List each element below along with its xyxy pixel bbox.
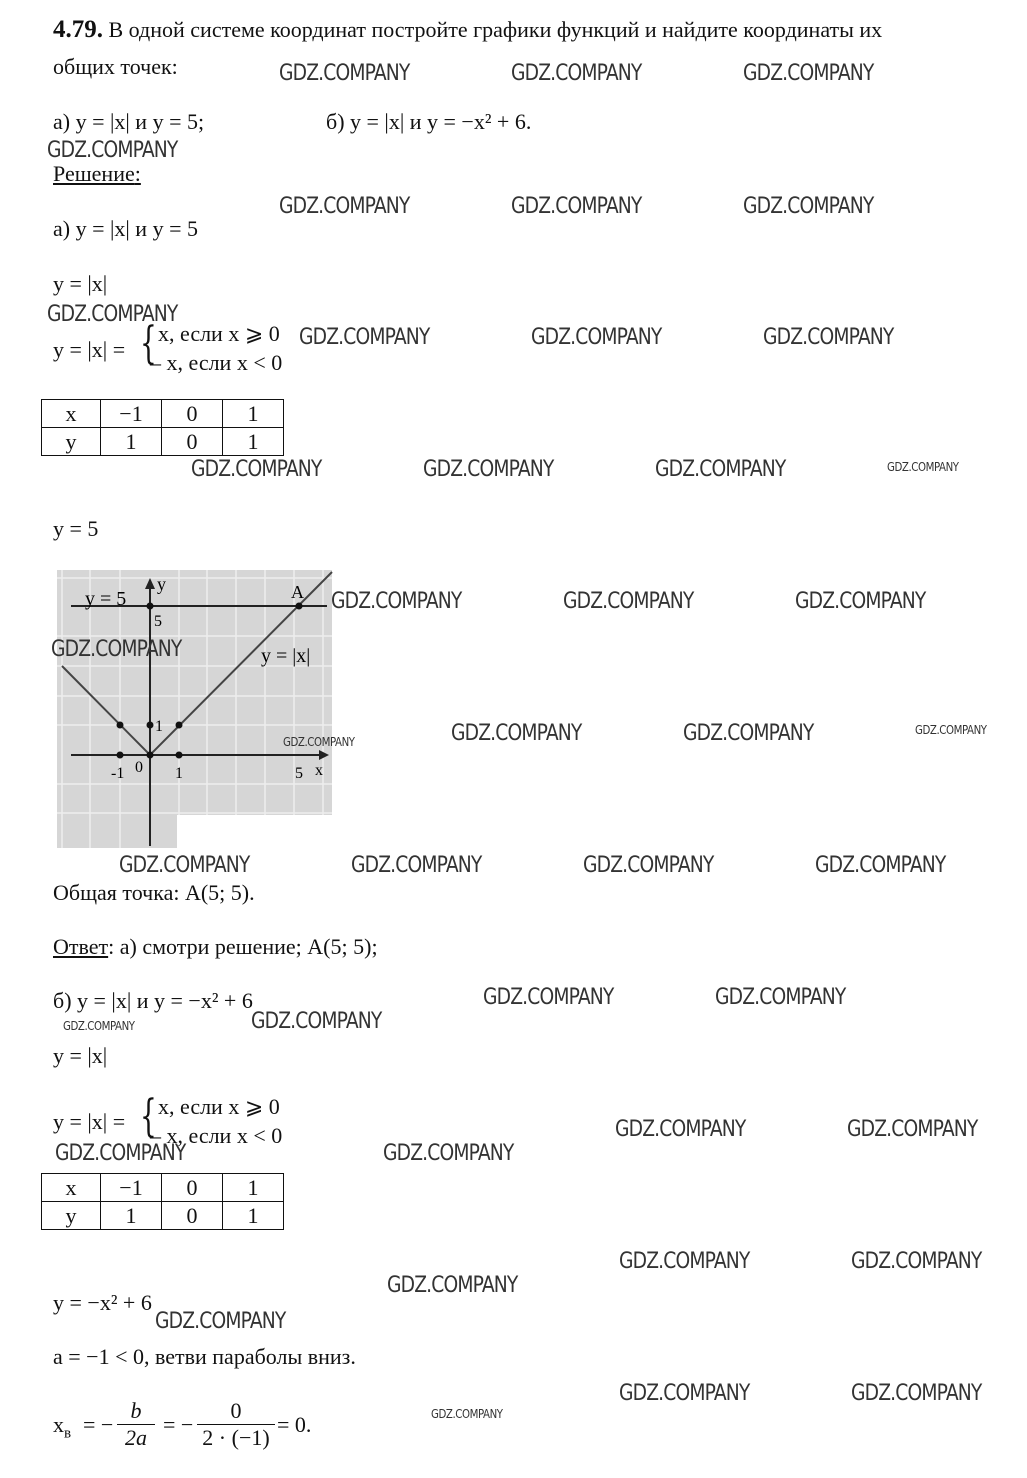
- watermark: GDZ.COMPANY: [155, 1309, 286, 1334]
- watermark: GDZ.COMPANY: [279, 194, 410, 219]
- watermark: GDZ.COMPANY: [119, 853, 250, 878]
- problem-text: В одной системе координат постройте графики функций и найдите координаты их: [108, 17, 883, 42]
- watermark: GDZ.COMPANY: [387, 1273, 518, 1298]
- graph-corner-mask: [177, 815, 347, 850]
- fraction-denominator: 2 · (−1): [197, 1424, 275, 1451]
- part-a-value-table: [41, 399, 284, 456]
- part-a-case2: – x, если x < 0: [150, 350, 283, 375]
- table-row: [42, 1202, 284, 1230]
- watermark: GDZ.COMPANY: [351, 853, 482, 878]
- part-b-case1: x, если x ⩾ 0: [158, 1094, 280, 1119]
- part-a-case1: x, если x ⩾ 0: [158, 321, 280, 346]
- watermark: GDZ.COMPANY: [615, 1117, 746, 1142]
- watermark: GDZ.COMPANY: [511, 194, 642, 219]
- label-abs: y = |x|: [261, 645, 311, 667]
- watermark: GDZ.COMPANY: [847, 1117, 978, 1142]
- vertex-eq1: = −: [83, 1412, 114, 1437]
- part-b-func1: y = |x|: [53, 1043, 108, 1068]
- watermark: GDZ.COMPANY: [299, 325, 430, 350]
- part-b-piecewise-lhs: y = |x| =: [53, 1109, 126, 1134]
- part-a-piecewise-lhs: y = |x| =: [53, 337, 126, 362]
- table-cell: 0: [162, 1174, 223, 1202]
- table-cell: x: [42, 1174, 101, 1202]
- watermark: GDZ.COMPANY: [431, 1407, 503, 1421]
- table-cell: 0: [162, 428, 223, 456]
- point-A: [296, 603, 303, 610]
- watermark: GDZ.COMPANY: [383, 1141, 514, 1166]
- point-neg1-1: [117, 722, 124, 729]
- table-cell: 1: [101, 1202, 162, 1230]
- problem-statement-line2: общих точек:: [53, 54, 178, 79]
- part-a-brace: {: [140, 318, 157, 369]
- vertex-subscript: в: [64, 1425, 72, 1442]
- table-cell: 1: [223, 428, 284, 456]
- tick-label-1y: 1: [155, 718, 163, 735]
- watermark: GDZ.COMPANY: [51, 637, 182, 662]
- part-b-branches: a = −1 < 0, ветви параболы вниз.: [53, 1344, 356, 1369]
- part-a-heading: а) y = |x| и y = 5: [53, 216, 198, 241]
- part-b-brace: {: [140, 1091, 157, 1142]
- watermark: GDZ.COMPANY: [743, 61, 874, 86]
- watermark: GDZ.COMPANY: [47, 302, 178, 327]
- watermark: GDZ.COMPANY: [531, 325, 662, 350]
- part-b-func2: y = −x² + 6: [53, 1290, 152, 1315]
- point-y-5: [147, 603, 154, 610]
- table-cell: −1: [101, 400, 162, 428]
- vertex-eq2: = −: [163, 1412, 194, 1437]
- watermark: GDZ.COMPANY: [279, 61, 410, 86]
- problem-number: 4.79.: [53, 16, 103, 43]
- watermark: GDZ.COMPANY: [851, 1381, 982, 1406]
- label-axis-y: y: [157, 574, 166, 594]
- point-origin: [147, 752, 154, 759]
- watermark: GDZ.COMPANY: [683, 721, 814, 746]
- problem-part-b: б) y = |x| и y = −x² + 6.: [326, 109, 532, 134]
- point-1-1: [176, 722, 183, 729]
- vertex-x: x: [53, 1412, 64, 1437]
- fraction-numerator: 0: [230, 1398, 242, 1423]
- watermark: GDZ.COMPANY: [583, 853, 714, 878]
- point-y-1: [147, 722, 154, 729]
- tick-label-neg1: -1: [111, 765, 125, 782]
- tick-label-0: 0: [135, 759, 143, 776]
- vertex-formula: [53, 1412, 71, 1446]
- watermark: GDZ.COMPANY: [47, 138, 178, 163]
- part-b-heading: б) y = |x| и y = −x² + 6: [53, 988, 253, 1013]
- watermark: GDZ.COMPANY: [619, 1249, 750, 1274]
- problem-part-a: а) y = |x| и y = 5;: [53, 109, 205, 134]
- part-b-case2: – x, если x < 0: [150, 1123, 283, 1148]
- label-y5: y = 5: [85, 588, 127, 610]
- problem-statement-line1: [53, 17, 882, 43]
- watermark: GDZ.COMPANY: [423, 457, 554, 482]
- table-cell: y: [42, 1202, 101, 1230]
- solution-label-text: Решение: [53, 161, 135, 186]
- label-point-A: A: [291, 582, 304, 602]
- common-point: Общая точка: A(5; 5).: [53, 880, 255, 905]
- watermark: GDZ.COMPANY: [55, 1141, 186, 1166]
- fraction-denominator: 2a: [117, 1424, 155, 1451]
- fraction-b-over-2a: [117, 1398, 155, 1451]
- watermark: GDZ.COMPANY: [283, 735, 355, 749]
- watermark: GDZ.COMPANY: [483, 985, 614, 1010]
- solution-label: Решение:: [53, 161, 141, 186]
- table-cell: 1: [223, 400, 284, 428]
- vertex-result: = 0.: [277, 1412, 312, 1437]
- watermark: GDZ.COMPANY: [251, 1009, 382, 1034]
- table-cell: 1: [223, 1174, 284, 1202]
- label-axis-x: x: [315, 762, 323, 779]
- answer-line: [53, 934, 378, 960]
- watermark: GDZ.COMPANY: [63, 1019, 135, 1033]
- watermark: GDZ.COMPANY: [511, 61, 642, 86]
- watermark: GDZ.COMPANY: [451, 721, 582, 746]
- table-cell: 1: [101, 428, 162, 456]
- part-a-func1: y = |x|: [53, 271, 108, 296]
- table-cell: 1: [223, 1202, 284, 1230]
- watermark: GDZ.COMPANY: [715, 985, 846, 1010]
- table-cell: 0: [162, 400, 223, 428]
- table-cell: −1: [101, 1174, 162, 1202]
- table-row: [42, 400, 284, 428]
- watermark: GDZ.COMPANY: [619, 1381, 750, 1406]
- answer-text: : а) смотри решение; A(5; 5);: [108, 934, 378, 959]
- fraction-0-over-2neg1: [197, 1398, 275, 1451]
- point-x-1: [176, 752, 183, 759]
- tick-label-5x: 5: [295, 765, 303, 782]
- watermark: GDZ.COMPANY: [815, 853, 946, 878]
- tick-label-1x: 1: [175, 765, 183, 782]
- table-row: [42, 1174, 284, 1202]
- watermark: GDZ.COMPANY: [563, 589, 694, 614]
- part-a-func2: y = 5: [53, 516, 99, 541]
- watermark: GDZ.COMPANY: [763, 325, 894, 350]
- table-row: [42, 428, 284, 456]
- table-cell: y: [42, 428, 101, 456]
- watermark: GDZ.COMPANY: [191, 457, 322, 482]
- part-b-value-table: [41, 1173, 284, 1230]
- watermark: GDZ.COMPANY: [795, 589, 926, 614]
- table-cell: x: [42, 400, 101, 428]
- watermark: GDZ.COMPANY: [887, 460, 959, 474]
- tick-label-5y: 5: [154, 613, 162, 630]
- table-cell: 0: [162, 1202, 223, 1230]
- watermark: GDZ.COMPANY: [851, 1249, 982, 1274]
- watermark: GDZ.COMPANY: [915, 723, 987, 737]
- watermark: GDZ.COMPANY: [743, 194, 874, 219]
- part-a-graph: [57, 570, 347, 850]
- fraction-numerator: b: [130, 1398, 142, 1423]
- point-x-neg1: [117, 752, 124, 759]
- watermark: GDZ.COMPANY: [655, 457, 786, 482]
- watermark: GDZ.COMPANY: [331, 589, 462, 614]
- answer-label: Ответ: [53, 934, 109, 959]
